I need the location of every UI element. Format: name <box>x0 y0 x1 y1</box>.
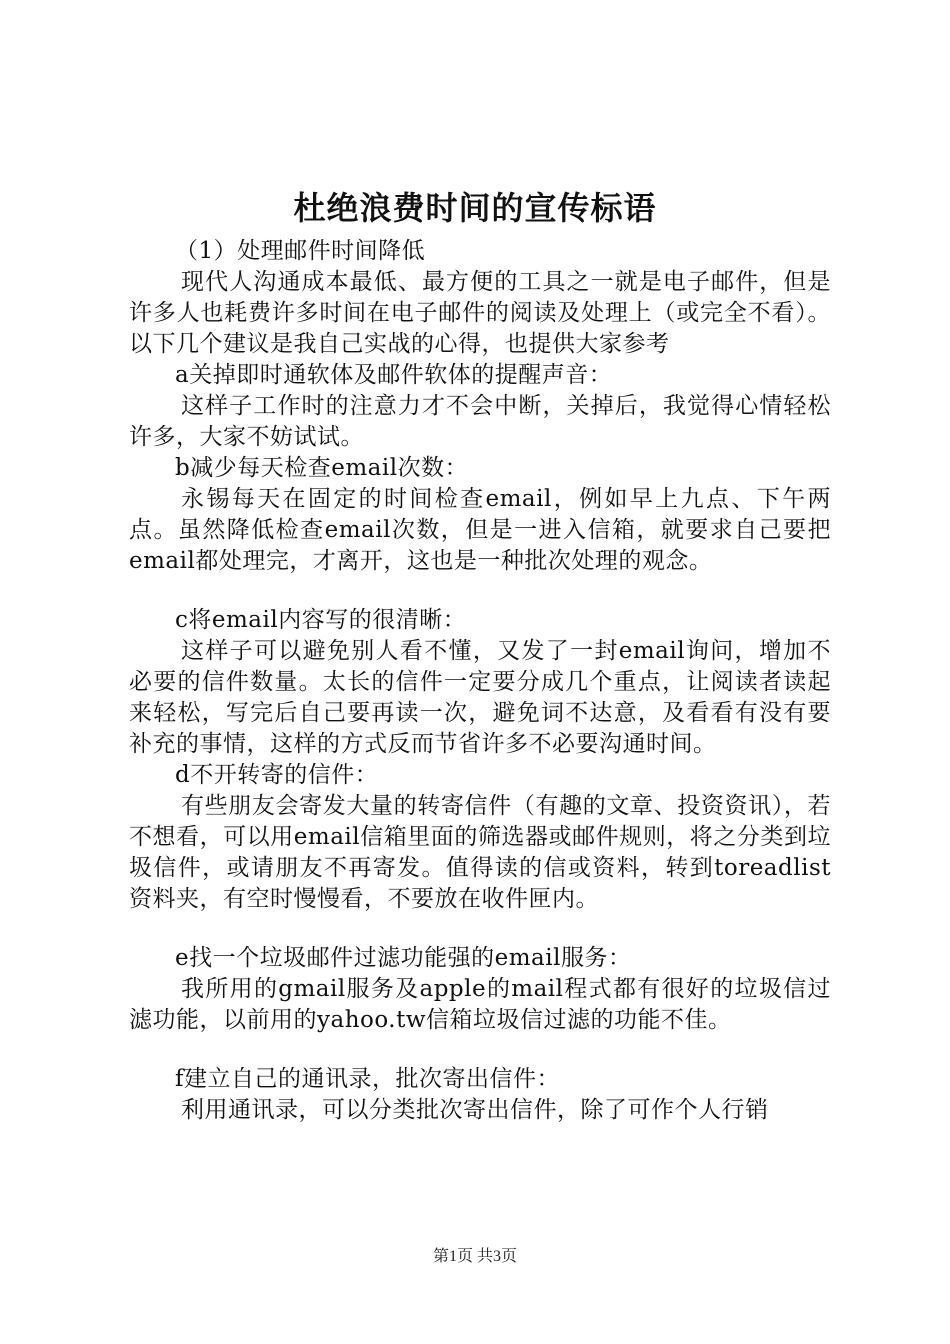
page-footer: 第1页 共3页 <box>432 1248 517 1265</box>
paragraph-c: 这样子可以避免别人看不懂，又发了一封email询问，增加不必要的信件数量。太长的信件一定要分成几个重点，让阅读者读起来轻松，写完后自己要再读一次，避免词不达意，及看看有没有要补充的事情，这样的方式反而节省许多不必要沟通时间。 <box>129 638 831 757</box>
paragraph-f: 利用通讯录，可以分类批次寄出信件，除了可作个人行销 <box>181 1097 769 1123</box>
section-heading-1: （1）处理邮件时间降低 <box>175 238 426 264</box>
section-heading-f: f建立自己的通讯录，批次寄出信件： <box>175 1066 561 1092</box>
section-heading-e: e找一个垃圾邮件过滤功能强的email服务： <box>175 945 632 971</box>
paragraph-e: 我所用的gmail服务及apple的mail程式都有很好的垃圾信过滤功能，以前用的yahoo.tw信箱垃圾信过滤的功能不佳。 <box>129 976 831 1033</box>
section-heading-a: a关掉即时通软体及邮件软体的提醒声音： <box>175 362 613 388</box>
paragraph-d: 有些朋友会寄发大量的转寄信件（有趣的文章、投资资讯），若不想看，可以用email信箱里面的筛选器或邮件规则，将之分类到垃圾信件，或请朋友不再寄发。值得读的信或资料，转到toreadlist资料夹，有空时慢慢看，不要放在收件匣内。 <box>129 793 831 912</box>
paragraph-intro: 现代人沟通成本最低、最方便的工具之一就是电子邮件，但是许多人也耗费许多时间在电子邮件的阅读及处理上（或完全不看）。以下几个建议是我自己实战的心得，也提供大家参考 <box>129 269 831 357</box>
section-heading-d: d不开转寄的信件： <box>175 762 379 788</box>
section-heading-c: c将email内容写的很清晰： <box>175 607 467 633</box>
document-body <box>129 236 831 1126</box>
section-heading-b: b减少每天检查email次数： <box>175 455 469 481</box>
paragraph-a: 这样子工作时的注意力才不会中断，关掉后，我觉得心情轻松许多，大家不妨试试。 <box>129 393 831 450</box>
paragraph-b: 永锡每天在固定的时间检查email，例如早上九点、下午两点。虽然降低检查email次数，但是一进入信箱，就要求自己要把email都处理完，才离开，这也是一种批次处理的观念。 <box>129 486 831 574</box>
document-title: 杜绝浪费时间的宣传标语 <box>293 189 657 227</box>
